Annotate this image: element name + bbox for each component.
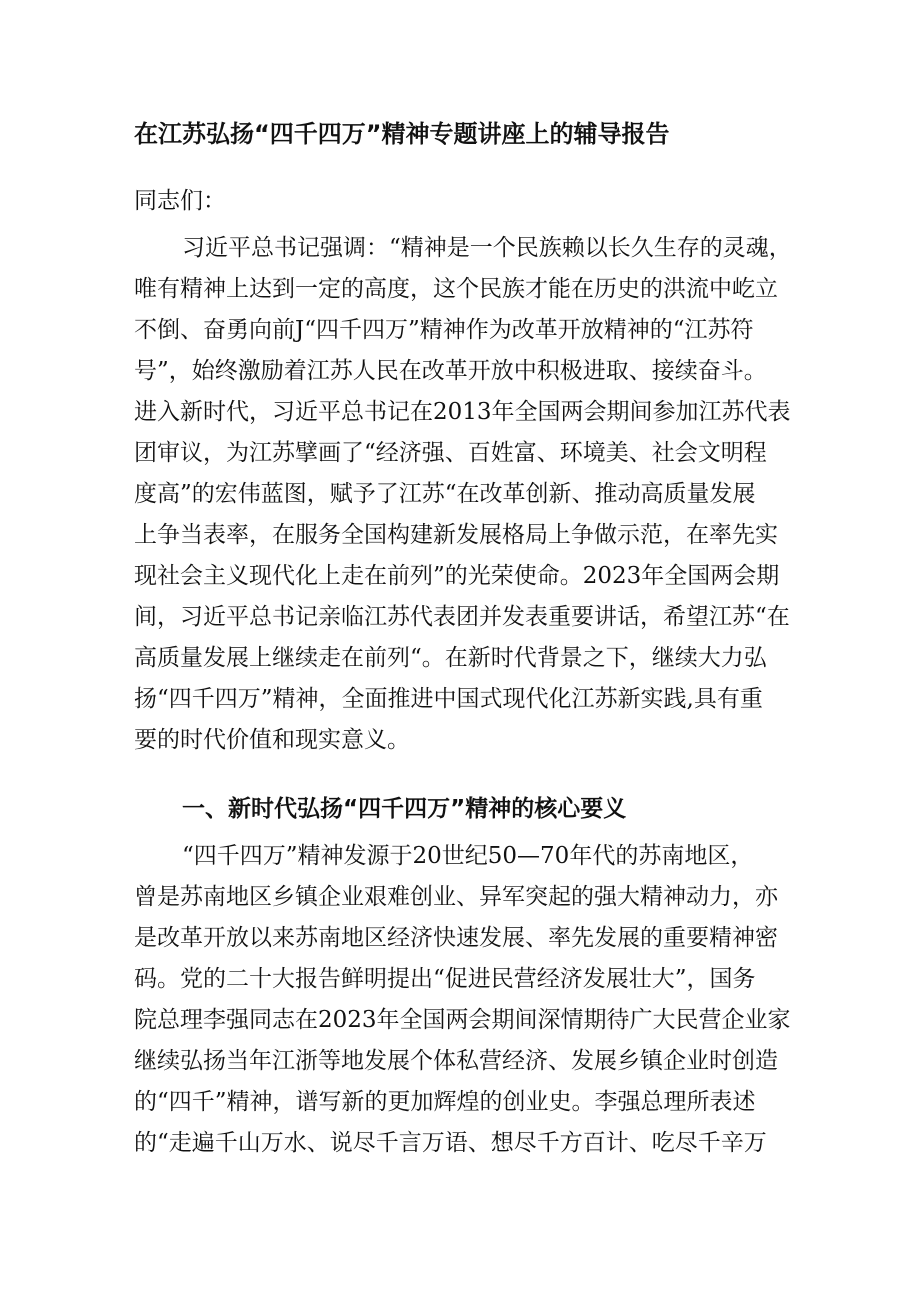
paragraph-line: 曾是苏南地区乡镇企业艰难创业、异军突起的强大精神动力，亦 [134, 884, 778, 910]
paragraph-line: 进入新时代，习近平总书记在2013年全国两会期间参加江苏代表 [134, 399, 791, 425]
paragraph-line: 扬“四千四万”精神，全面推进中国式现代化江苏新实践,具有重 [134, 686, 763, 712]
paragraph-line: 的“走遍千山万水、说尽千言万语、想尽千方百计、吃尽千辛万 [134, 1130, 767, 1156]
paragraph-line: 要的时代价值和现实意义。 [134, 727, 410, 753]
paragraph-line: 团审议，为江苏擘画了“经济强、百姓富、环境美、社会文明程 [134, 440, 767, 466]
section-heading: 一、新时代弘扬“四千四万”精神的核心要义 [182, 796, 627, 822]
paragraph-line: 的“四千”精神，谱写新的更加辉煌的创业史。李强总理所表述 [134, 1089, 756, 1115]
paragraph-line: 间，习近平总书记亲临江苏代表团并发表重要讲话，希望江苏“在 [134, 604, 790, 630]
paragraph-1 [134, 228, 794, 761]
paragraph-line: 是改革开放以来苏南地区经济快速发展、率先发展的重要精神密 [134, 925, 778, 951]
paragraph-line: 高质量发展上继续走在前列“。在新时代背景之下，继续大力弘 [134, 645, 767, 671]
paragraph-line: 院总理李强同志在2023年全国两会期间深情期待广大民营企业家 [134, 1007, 791, 1033]
paragraph-2 [134, 836, 794, 1164]
document-title: 在江苏弘扬“四千四万”精神专题讲座上的辅导报告 [134, 120, 670, 148]
paragraph-line: 习近平总书记强调：“精神是一个民族赖以长久生存的灵魂， [182, 235, 792, 261]
salutation: 同志们： [134, 188, 226, 214]
paragraph-line: 码。党的二十大报告鲜明提出“促进民营经济发展壮大”，国务 [134, 966, 756, 992]
paragraph-line: 现社会主义现代化上走在前列”的光荣使命。2023年全国两会期 [134, 563, 780, 589]
paragraph-line: 不倒、奋勇向前J“四千四万”精神作为改革开放精神的“江苏符 [134, 317, 754, 343]
paragraph-line: 号”，始终激励着江苏人民在改革开放中积极进取、接续奋斗。 [134, 358, 767, 384]
paragraph-line: 度高”的宏伟蓝图，赋予了江苏“在改革创新、推动高质量发展 [134, 481, 756, 507]
paragraph-line: 上争当表率，在服务全国构建新发展格局上争做示范，在率先实 [134, 522, 778, 548]
paragraph-line: 继续弘扬当年江浙等地发展个体私营经济、发展乡镇企业时创造 [134, 1048, 778, 1074]
paragraph-line: 唯有精神上达到一定的高度，这个民族才能在历史的洪流中屹立 [134, 276, 778, 302]
paragraph-line: “四千四万”精神发源于20世纪50—70年代的苏南地区， [182, 843, 754, 869]
